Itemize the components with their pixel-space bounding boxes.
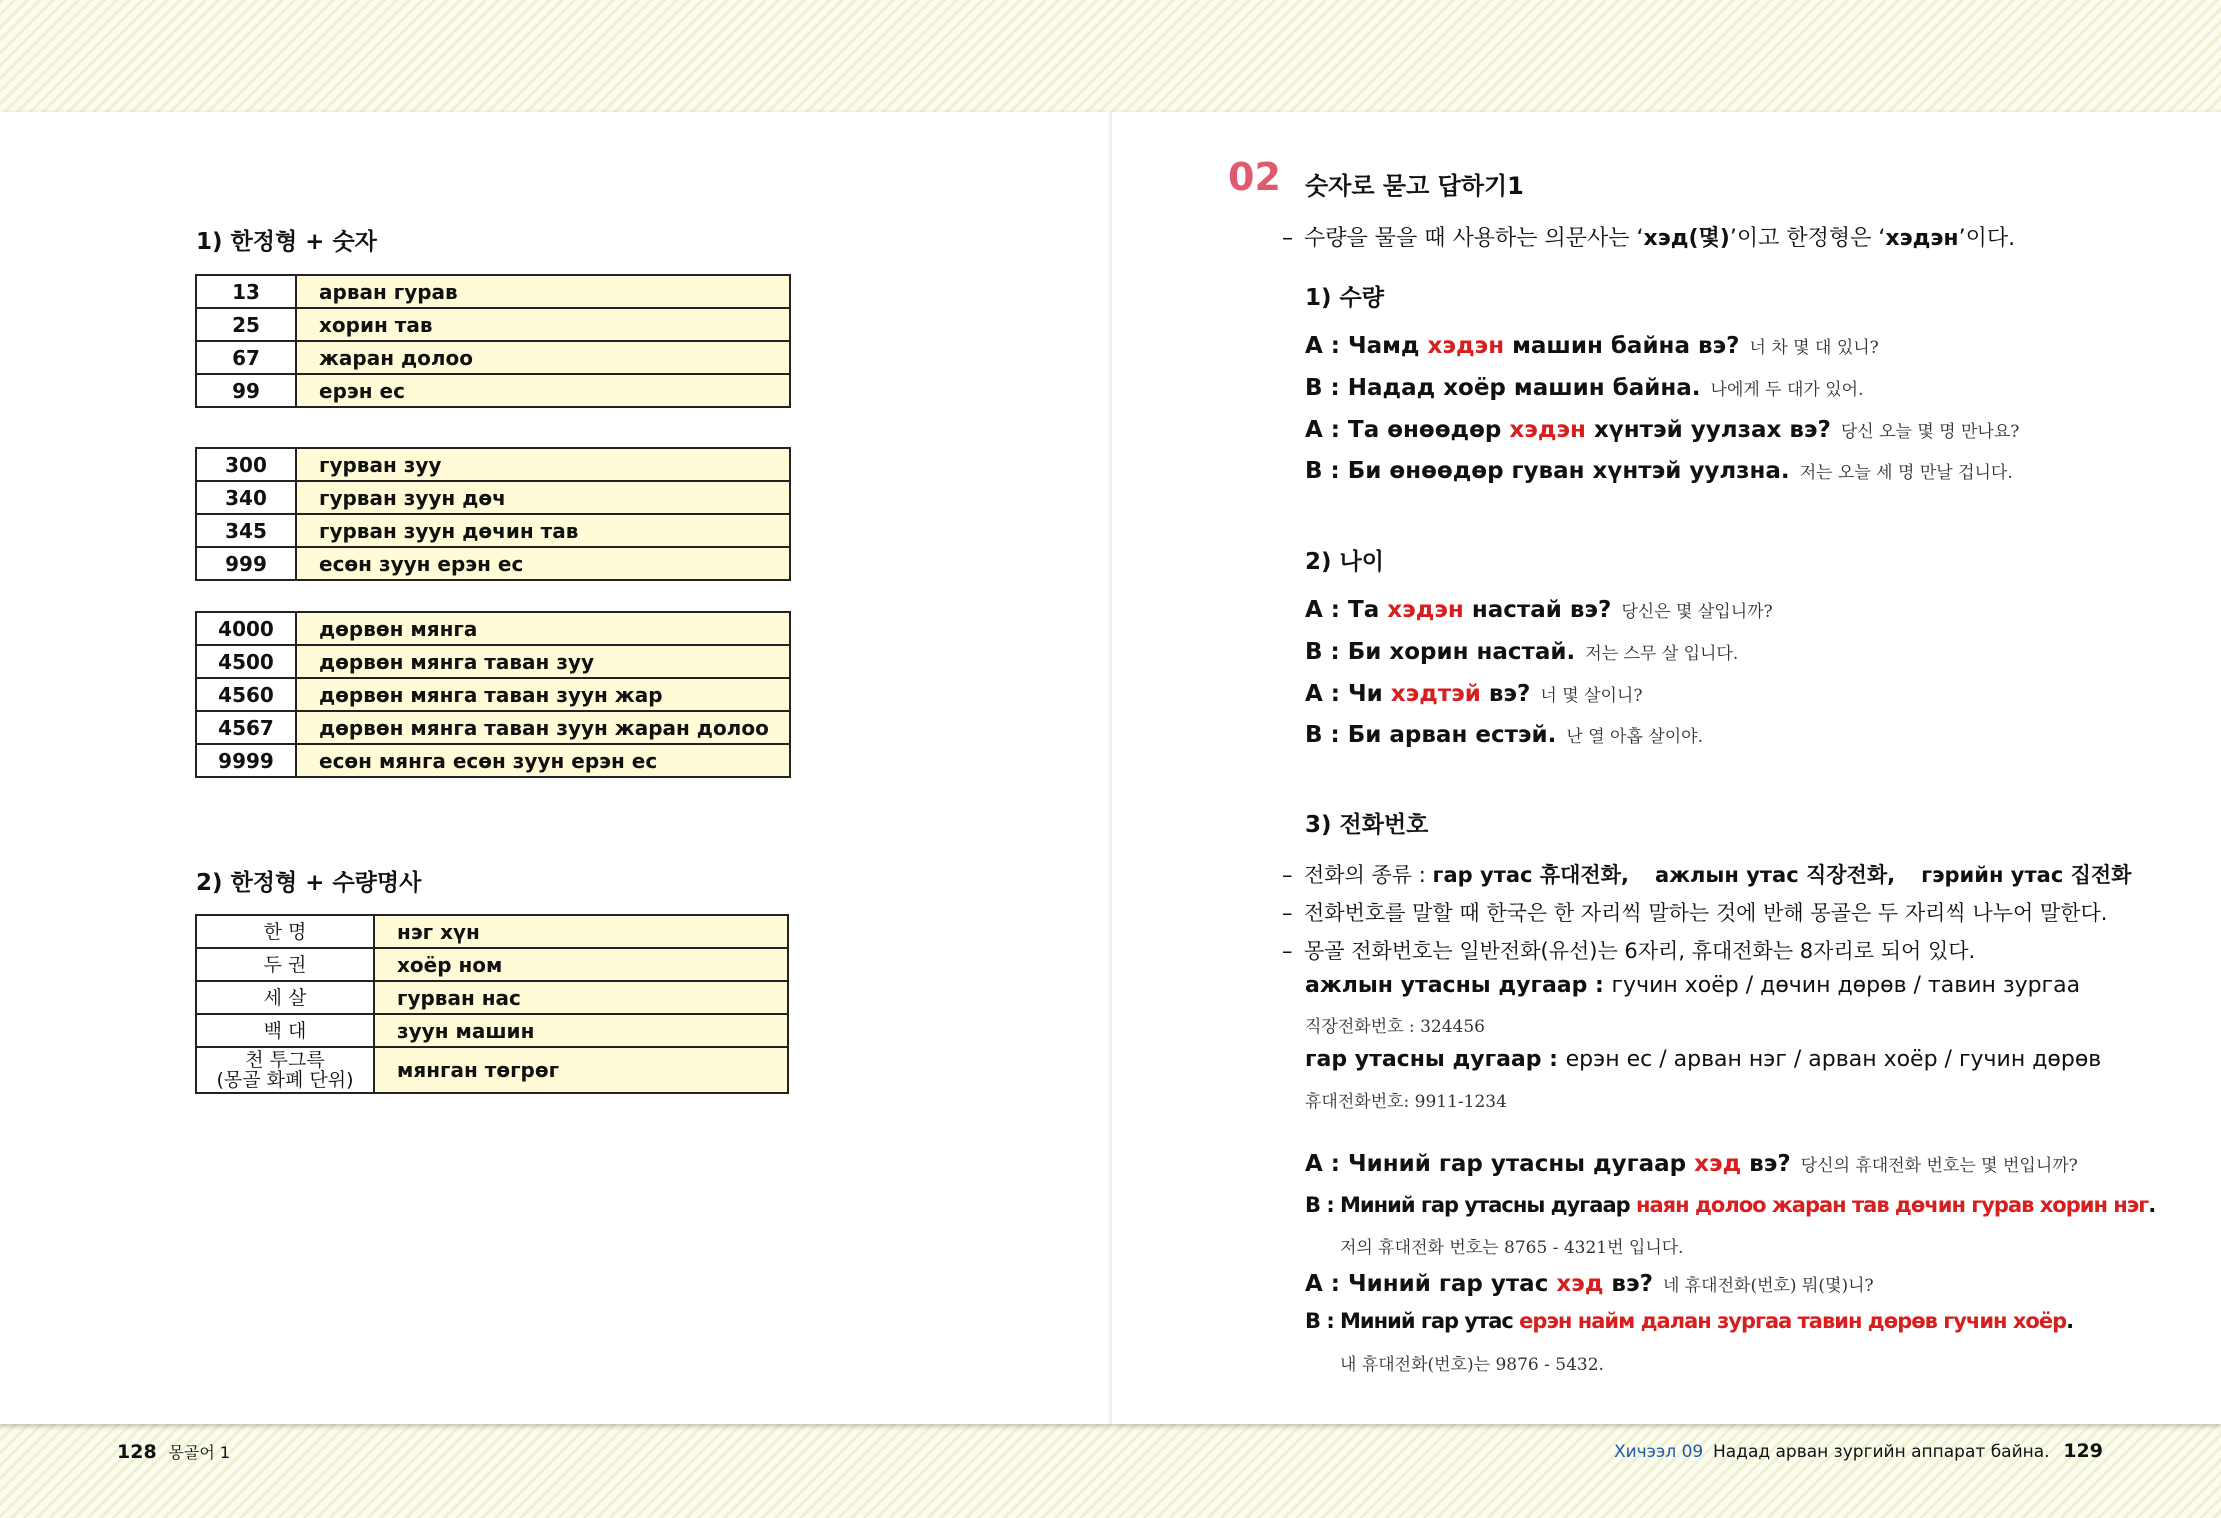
- table-row: 한 명 нэг хүн: [196, 915, 788, 948]
- left-footer: [117, 1440, 230, 1463]
- table-row: 천 투그륵 (몽골 화폐 단위) мянган төгрөг: [196, 1047, 788, 1093]
- dialog-line: B : Надад хоёр машин байна. 나에게 두 대가 있어.: [1305, 375, 1864, 401]
- bullet-phone-digits: – 몽골 전화번호는 일반전화(유선)는 6자리, 휴대전화는 8자리로 되어 있다.: [1282, 939, 1976, 963]
- table-row: 300 гурван зуу: [196, 448, 790, 481]
- table-row: 4500 дөрвөн мянга таван зуу: [196, 645, 790, 678]
- example-mobile-phone-note: 휴대전화번호: 9911-1234: [1305, 1092, 1507, 1112]
- dialog-line: B : Миний гар утасны дугаар наян долоо жаран тав дөчин гурав хорин нэг.: [1305, 1193, 2156, 1217]
- sub-heading-age: 2) 나이: [1305, 549, 1384, 575]
- sub-heading-quantity: 1) 수량: [1305, 285, 1384, 311]
- numbers-table-1: [195, 274, 791, 408]
- dialog-line: A : Чи хэдтэй вэ? 너 몇 살이니?: [1305, 681, 1643, 707]
- dialog-line: A : Та хэдэн настай вэ? 당신은 몇 살입니까?: [1305, 597, 1773, 623]
- table-row: 99 ерэн ес: [196, 374, 790, 407]
- section-title: 숫자로 묻고 답하기1: [1305, 172, 1524, 200]
- dialog-line: A : Та өнөөдөр хэдэн хүнтэй уулзах вэ? 당신 오늘 몇 명 만나요?: [1305, 417, 2020, 443]
- page-number: 128: [117, 1441, 157, 1463]
- dialog-note: 저의 휴대전화 번호는 8765 - 4321번 입니다.: [1340, 1238, 1684, 1258]
- example-mobile-phone: гар утасны дугаар : ерэн ес / арван нэг / арван хоёр / гучин дөрөв: [1305, 1047, 2102, 1072]
- table-row: 4000 дөрвөн мянга: [196, 612, 790, 645]
- bullet-phone-reading: – 전화번호를 말할 때 한국은 한 자리씩 말하는 것에 반해 몽골은 두 자리씩 나누어 말한다.: [1282, 901, 2108, 925]
- table-row: 4567 дөрвөн мянга таван зуун жаран долоо: [196, 711, 790, 744]
- table-row: 4560 дөрвөн мянга таван зуун жар: [196, 678, 790, 711]
- classifier-table: [195, 914, 789, 1094]
- dialog-line: A : Чиний гар утас хэд вэ? 네 휴대전화(번호) 뭐(몇)니?: [1305, 1271, 1874, 1297]
- example-work-phone: ажлын утасны дугаар : гучин хоёр / дөчин дөрөв / тавин зургаа: [1305, 973, 2081, 998]
- page-gutter: [1110, 112, 1112, 1424]
- right-page: [1112, 112, 2221, 1424]
- dialog-note: 내 휴대전화(번호)는 9876 - 5432.: [1340, 1355, 1604, 1375]
- example-work-phone-note: 직장전화번호 : 324456: [1305, 1017, 1485, 1037]
- dialog-line: A : Чамд хэдэн машин байна вэ? 너 차 몇 대 있니?: [1305, 333, 1879, 359]
- table-row: 13 арван гурав: [196, 275, 790, 308]
- table-row: 두 권 хоёр ном: [196, 948, 788, 981]
- sub-heading-phone: 3) 전화번호: [1305, 812, 1429, 838]
- table-row: 340 гурван зуун дөч: [196, 481, 790, 514]
- table-row: 9999 есөн мянга есөн зуун ерэн ес: [196, 744, 790, 777]
- book-title: 몽골어 1: [168, 1443, 231, 1462]
- dialog-line: B : Миний гар утас ерэн найм далан зургаа тавин дөрөв гучин хоёр.: [1305, 1309, 2074, 1333]
- table-row: 25 хорин тав: [196, 308, 790, 341]
- table-row: 세 살 гурван нас: [196, 981, 788, 1014]
- dialog-line: B : Би хорин настай. 저는 스무 살 입니다.: [1305, 639, 1739, 665]
- lesson-title: Надад арван зургийн аппарат байна.: [1712, 1442, 2050, 1462]
- table-row: 999 есөн зуун ерэн ес: [196, 547, 790, 580]
- dialog-line: B : Би арван естэй. 난 열 아홉 살이야.: [1305, 722, 1703, 748]
- page-number: 129: [2063, 1440, 2103, 1462]
- bullet-phone-types: – 전화의 종류 : гар утас 휴대전화, ажлын утас 직장전화, гэрийн утас 집전화: [1282, 863, 2132, 887]
- lesson-number: Хичээл 09: [1613, 1442, 1704, 1462]
- right-footer: [1614, 1440, 2103, 1462]
- section-number: 02: [1228, 155, 1281, 199]
- dialog-line: A : Чиний гар утасны дугаар хэд вэ? 당신의 휴대전화 번호는 몇 번입니까?: [1305, 1151, 2078, 1177]
- table-row: 67 жаран долоо: [196, 341, 790, 374]
- dialog-line: B : Би өнөөдөр гуван хүнтэй уулзна. 저는 오늘 세 명 만날 겁니다.: [1305, 458, 2013, 484]
- numbers-table-2: [195, 447, 791, 581]
- section2-title: 2) 한정형 + 수량명사: [196, 870, 422, 896]
- numbers-table-3: [195, 611, 791, 778]
- table-row: 345 гурван зуун дөчин тав: [196, 514, 790, 547]
- table-row: 백 대 зуун машин: [196, 1014, 788, 1047]
- section1-title: 1) 한정형 + 숫자: [196, 229, 377, 255]
- intro-line: – 수량을 물을 때 사용하는 의문사는 ‘хэд(몇)’이고 한정형은 ‘хэдэн’이다.: [1282, 226, 2016, 251]
